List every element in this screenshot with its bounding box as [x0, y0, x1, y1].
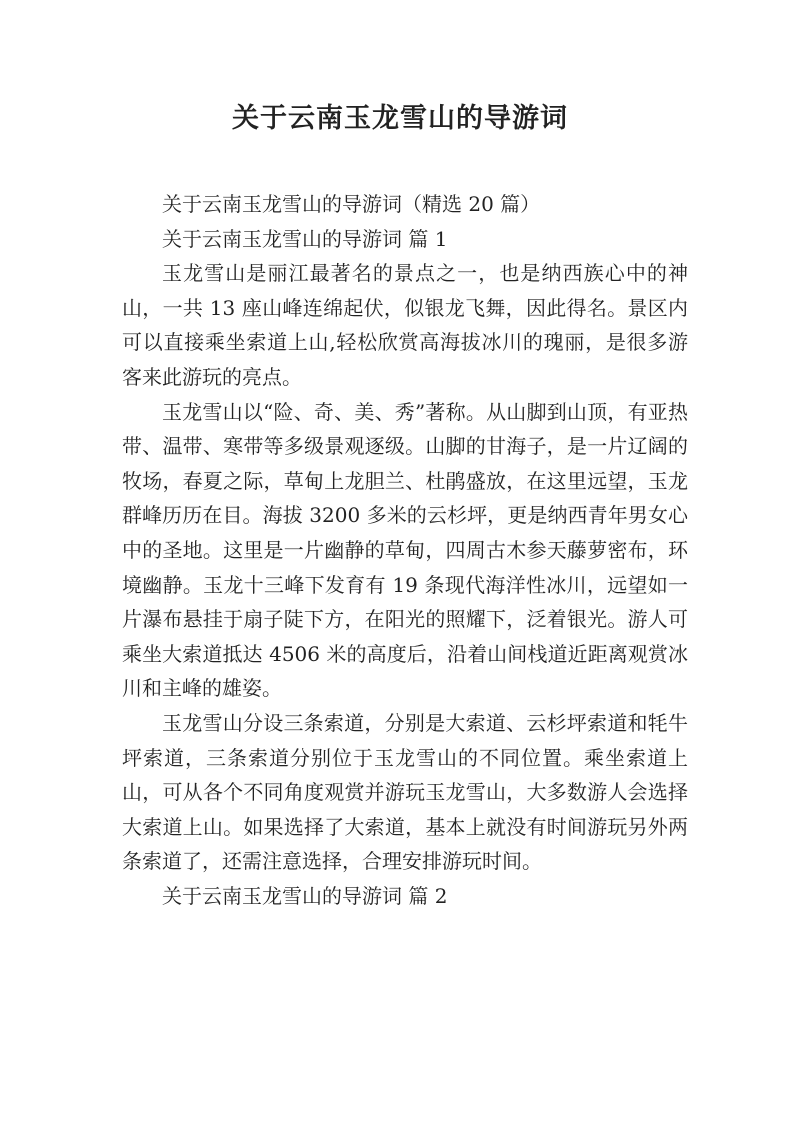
document-subtitle: 关于云南玉龙雪山的导游词（精选 20 篇）	[162, 192, 541, 216]
paragraph-cableways: 玉龙雪山分设三条索道，分别是大索道、云杉坪索道和牦牛坪索道，三条索道分别位于玉龙雪山的不同位置。乘坐索道上山，可从各个不同角度观赏并游玩玉龙雪山，大多数游人会选择大索道上山。如果选择了大索道，基本上就没有时间游玩另外两条索道了，还需注意选择，合理安排游玩时间。	[122, 710, 688, 874]
section-heading-2: 关于云南玉龙雪山的导游词 篇 2	[162, 883, 448, 908]
document-title: 关于云南玉龙雪山的导游词	[232, 103, 568, 134]
paragraph-landscape: 玉龙雪山以“险、奇、美、秀”著称。从山脚到山顶，有亚热带、温带、寒带等多级景观逐级。山脚的甘海子，是一片辽阔的牧场，春夏之际，草甸上龙胆兰、杜鹃盛放，在这里远望，玉龙群峰历历在目。海拔 3200 多米的云杉坪，更是纳西青年男女心中的圣地。这里是一片幽静的草甸，四周古木参天藤萝密布，环境幽静。玉龙十三峰下发育有 19 条现代海洋性冰川，远望如一片瀑布悬挂于扇子陡下方，在阳光的照耀下，泛着银光。游人可乘坐大索道抵达 4506 米的高度后，沿着山间栈道近距离观赏冰川和主峰的雄姿。	[122, 399, 688, 701]
document-body	[122, 187, 688, 913]
section-heading-1: 关于云南玉龙雪山的导游词 篇 1	[162, 226, 448, 251]
paragraph-intro: 玉龙雪山是丽江最著名的景点之一，也是纳西族心中的神山，一共 13 座山峰连绵起伏，似银龙飞舞，因此得名。景区内可以直接乘坐索道上山,轻松欣赏高海拔冰川的瑰丽，是很多游客来此游玩的亮点。	[122, 261, 688, 389]
